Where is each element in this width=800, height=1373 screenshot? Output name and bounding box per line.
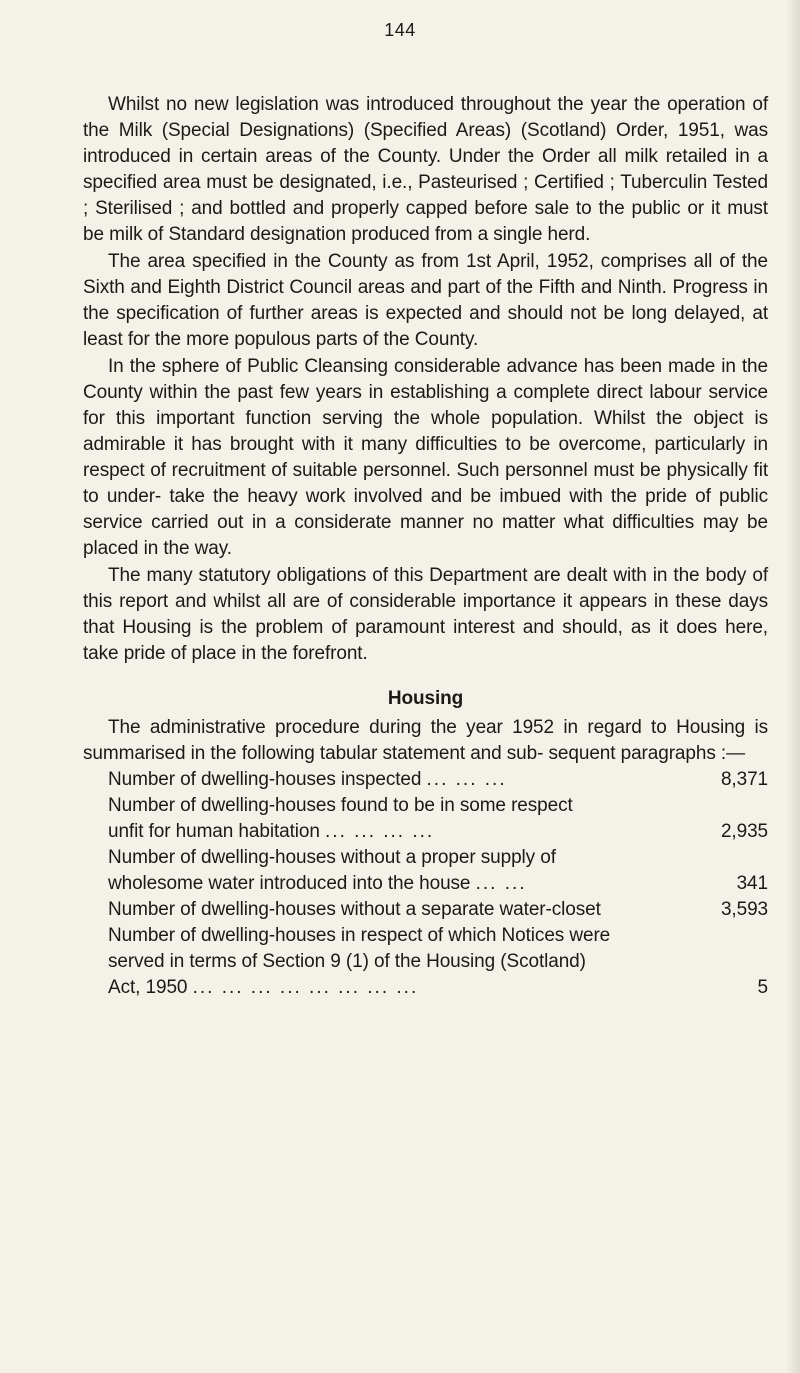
- dot-leader: ... ... ...: [426, 769, 507, 790]
- stat-label-line: [108, 819, 710, 845]
- dot-leader: ... ... ... ... ... ... ... ...: [192, 977, 419, 998]
- page-number: 144: [384, 20, 416, 40]
- stat-label-text: wholesome water introduced into the house: [108, 873, 471, 894]
- housing-heading: Housing: [387, 688, 464, 709]
- stat-label-line: Number of dwelling-houses in respect of which Notices were: [108, 925, 611, 946]
- paragraph-milk-order: Whilst no new legislation was introduced throughout the year the operation of the Milk (Special Designations) (Specified Areas) (Scotland) Order, 1951, was introduced in certain areas of the County. Under the Order all milk retailed in a specified area must be designated, i.e., Pasteurised ; Certified ; Tuberculin Tested ; Sterilised ; and bottled and properly capped before sale to the public or it must be milk of Standard designation produced from a single herd.: [83, 94, 768, 245]
- stat-label: [108, 793, 710, 845]
- paragraph-statutory-obligations: The many statutory obligations of this Department are dealt with in the body of this report and whilst all are of considerable importance it appears in these days that Housing is the problem of paramount interest and should, as it does here, take pride of place in the forefront.: [83, 565, 768, 664]
- dot-leader: ... ... ... ...: [325, 821, 435, 842]
- stat-label-line: Number of dwelling-houses found to be in some respect: [108, 795, 573, 816]
- table-row: [108, 923, 768, 1001]
- stat-label-line: [108, 767, 710, 793]
- stat-label: [108, 767, 710, 793]
- stat-label-text: Number of dwelling-houses inspected: [108, 769, 422, 790]
- table-row: [108, 845, 768, 897]
- dot-leader: ... ...: [475, 873, 527, 894]
- stat-label-line: served in terms of Section 9 (1) of the Housing (Scotland): [108, 951, 586, 972]
- stat-value: 8,371: [720, 769, 768, 790]
- stat-label-text: Act, 1950: [108, 977, 188, 998]
- stat-label-line: Number of dwelling-houses without a separate water-closet: [108, 899, 601, 920]
- table-row: [108, 767, 768, 793]
- table-row: [108, 897, 768, 923]
- housing-intro: The administrative procedure during the year 1952 in regard to Housing is summarised in the following tabular statement and sub- sequent paragraphs :—: [83, 717, 768, 764]
- stat-value: 3,593: [720, 899, 768, 920]
- stat-label-line: [108, 871, 710, 897]
- stat-label-line: Number of dwelling-houses without a proper supply of: [108, 847, 556, 868]
- stat-label: [108, 923, 710, 1001]
- stat-label-text: unfit for human habitation: [108, 821, 320, 842]
- housing-statistics-table: [83, 767, 768, 1001]
- stat-label: [108, 845, 710, 897]
- paragraph-specified-area: The area specified in the County as from 1st April, 1952, comprises all of the Sixth and Eighth District Council areas and part of the Fifth and Ninth. Progress in the specification of further areas is expected and should not be long delayed, at least for the more populous parts of the County.: [83, 251, 768, 350]
- stat-value: 2,935: [720, 821, 768, 842]
- page-edge-shadow: [786, 0, 800, 1373]
- stat-label-line: [108, 975, 710, 1001]
- stat-value: 5: [757, 977, 768, 998]
- stat-label: [108, 897, 710, 923]
- paragraph-public-cleansing: In the sphere of Public Cleansing considerable advance has been made in the County within the past few years in establishing a complete direct labour service for this important function serving the whole population. Whilst the object is admirable it has brought with it many difficulties to be overcome, particularly in respect of recruitment of suitable personnel. Such personnel must be physically fit to under- take the heavy work involved and be imbued with the pride of public service carried out in a considerate manner no matter what difficulties may be placed in the way.: [83, 356, 768, 559]
- document-body: [83, 92, 768, 1001]
- table-row: [108, 793, 768, 845]
- stat-value: 341: [736, 873, 768, 894]
